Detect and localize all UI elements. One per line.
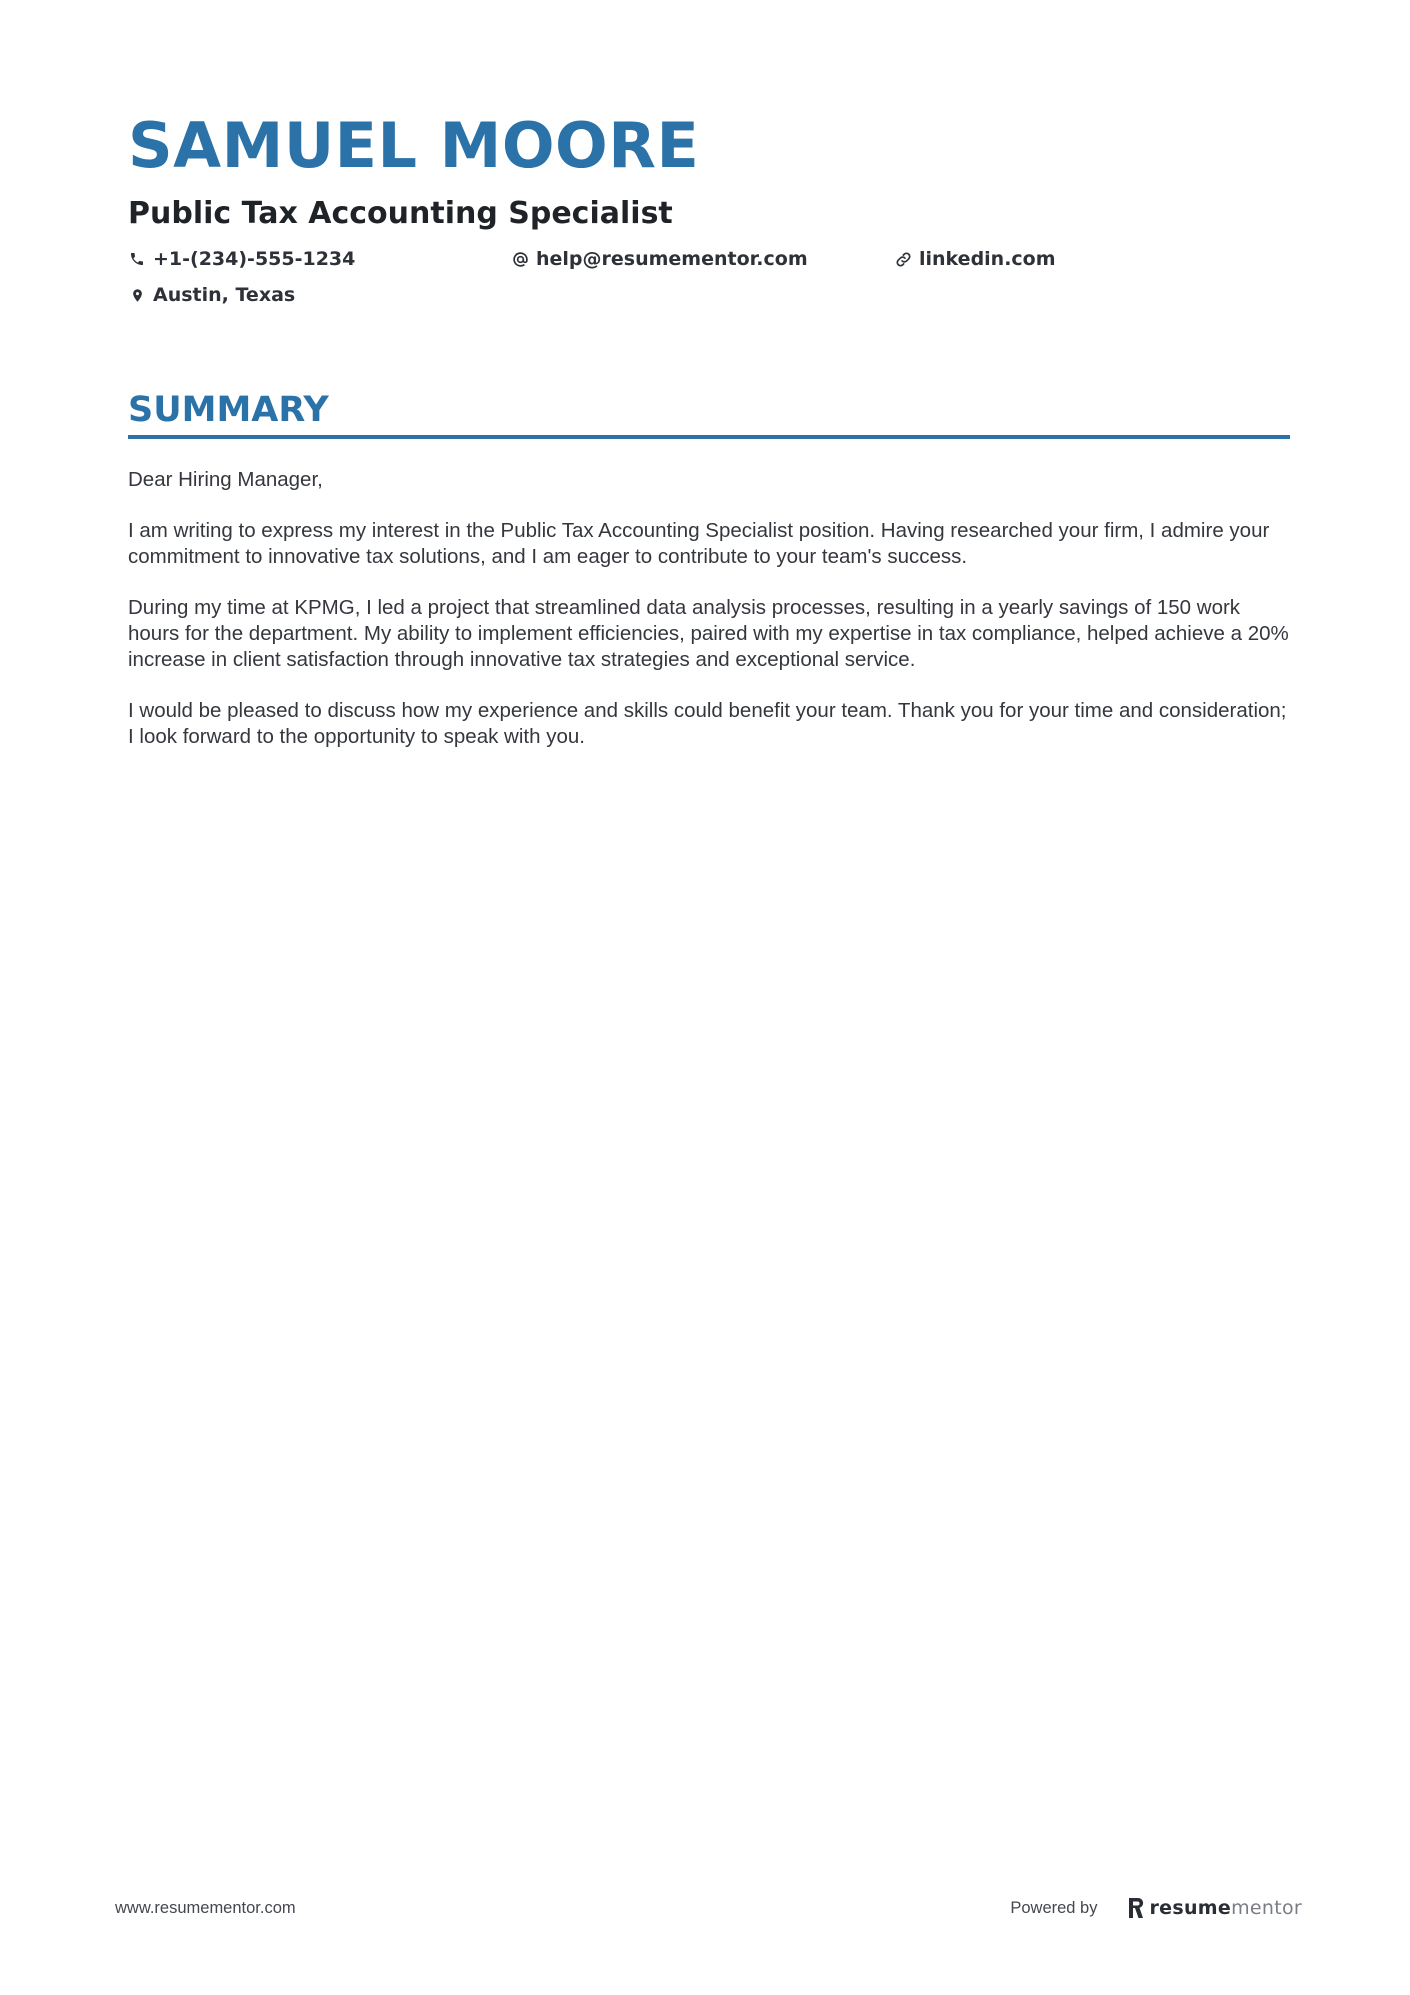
powered-by-label: Powered by: [1010, 1898, 1098, 1917]
contact-link: [894, 244, 1277, 274]
link-text[interactable]: linkedin.com: [919, 248, 1056, 270]
location-pin-icon: [128, 286, 146, 304]
resumementor-logo-icon: [1127, 1897, 1145, 1919]
link-icon: [894, 250, 912, 268]
footer-website[interactable]: www.resumementor.com: [115, 1898, 296, 1917]
contact-location: [128, 280, 511, 310]
phone-text[interactable]: +1-(234)-555-1234: [153, 248, 356, 270]
page-footer: [115, 1893, 1302, 1923]
brand-name-part-2: mentor: [1231, 1897, 1302, 1919]
email-text[interactable]: help@resumementor.com: [536, 248, 808, 270]
contact-phone: [128, 244, 511, 274]
summary-paragraph-1: I am writing to express my interest in the Public Tax Accounting Specialist position. Having researched your firm, I admire your commitment to innovative tax solutions, and I am eager to contribute to your team's success.: [128, 519, 1270, 568]
contact-email: [511, 244, 894, 274]
summary-section: [128, 388, 1290, 775]
salutation: Dear Hiring Manager,: [128, 468, 323, 491]
section-title-summary: SUMMARY: [128, 390, 329, 430]
summary-body: [128, 467, 1290, 750]
summary-paragraph-3: I would be pleased to discuss how my experience and skills could benefit your team. Thank you for your time and consideration; I look forward to the opportunity to speak with you.: [128, 699, 1287, 748]
at-icon: [511, 250, 529, 268]
location-text: Austin, Texas: [153, 284, 296, 306]
brand-logo[interactable]: [1127, 1897, 1302, 1919]
candidate-name: SAMUEL MOORE: [128, 109, 700, 182]
summary-paragraph-2: During my time at KPMG, I led a project that streamlined data analysis processes, resulting in a yearly savings of 150 work hours for the department. My ability to implement efficiencies, paired with my expertise in tax compliance, helped achieve a 20% increase in client satisfaction through innovative tax strategies and exceptional service.: [128, 596, 1289, 671]
resume-header: [128, 108, 1288, 310]
phone-icon: [128, 250, 146, 268]
powered-by: [1010, 1897, 1302, 1919]
brand-name-part-1: resume: [1149, 1897, 1232, 1919]
job-title: Public Tax Accounting Specialist: [128, 196, 673, 231]
section-divider: [128, 435, 1290, 439]
contact-info: [128, 244, 1288, 310]
